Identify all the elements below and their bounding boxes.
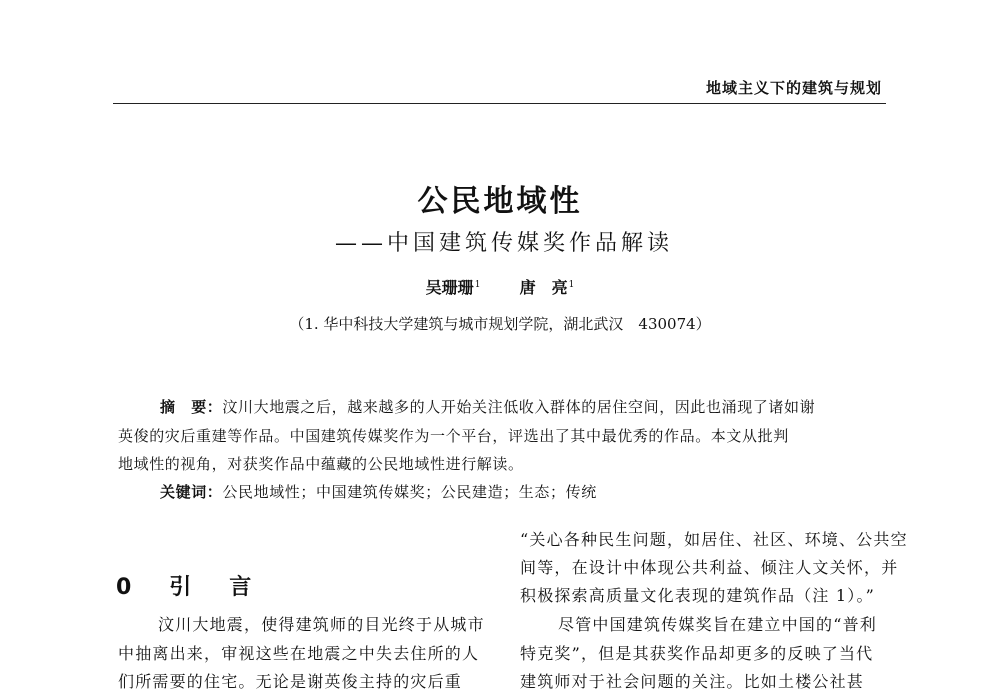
body-text-line: 汶川大地震，使得建筑师的目光终于从城市 bbox=[158, 615, 485, 634]
author-list bbox=[0, 275, 1000, 298]
keywords-line bbox=[160, 481, 597, 502]
section-heading: 0 引 言 bbox=[116, 575, 260, 600]
abstract-line: 地域性的视角，对获奖作品中蕴藏的公民地域性进行解读。 bbox=[118, 455, 524, 473]
body-text-line: 们所需要的住宅。无论是谢英俊主持的灾后重 bbox=[118, 672, 463, 691]
author-name: 唐 亮 bbox=[519, 278, 568, 297]
body-text-line: 中抽离出来，审视这些在地震之中失去住所的人 bbox=[118, 644, 480, 663]
keywords-label: 关键词： bbox=[160, 483, 223, 501]
author-affiliation: （1. 华中科技大学建筑与城市规划学院，湖北武汉 430074） bbox=[289, 315, 711, 333]
abstract-line bbox=[160, 396, 815, 417]
body-text-line: 建筑师对于社会问题的关注。比如土楼公社甚 bbox=[520, 672, 865, 691]
article-title: 公民地域性 bbox=[417, 184, 583, 219]
header-rule bbox=[113, 103, 886, 104]
keywords-text: 公民地域性；中国建筑传媒奖；公民建造；生态；传统 bbox=[222, 483, 597, 501]
abstract-line: 英俊的灾后重建等作品。中国建筑传媒奖作为一个平台，评选出了其中最优秀的作品。本文从批判 bbox=[118, 427, 789, 445]
body-text-line: 特克奖”，但是其获奖作品却更多的反映了当代 bbox=[520, 644, 874, 663]
abstract-label: 摘 要： bbox=[160, 398, 223, 416]
article-subtitle: ——中国建筑传媒奖作品解读 bbox=[335, 231, 674, 256]
body-text-line: 积极探索高质量文化表现的建筑作品（注 1）。” bbox=[520, 586, 876, 605]
body-text-line: “关心各种民生问题，如居住、社区、环境、公共空 bbox=[520, 530, 908, 549]
body-text-line: 间等，在设计中体现公共利益、倾注人文关怀，并 bbox=[520, 558, 899, 577]
author-name: 吴珊珊 bbox=[425, 278, 474, 297]
author-affiliation-mark: 1 bbox=[568, 279, 575, 290]
body-text-line: 尽管中国建筑传媒奖旨在建立中国的“普利 bbox=[558, 615, 877, 634]
author-affiliation-mark: 1 bbox=[474, 279, 481, 290]
abstract-text: 汶川大地震之后，越来越多的人开始关注低收入群体的居住空间，因此也涌现了诸如谢 bbox=[222, 398, 816, 416]
running-header: 地域主义下的建筑与规划 bbox=[705, 79, 882, 97]
